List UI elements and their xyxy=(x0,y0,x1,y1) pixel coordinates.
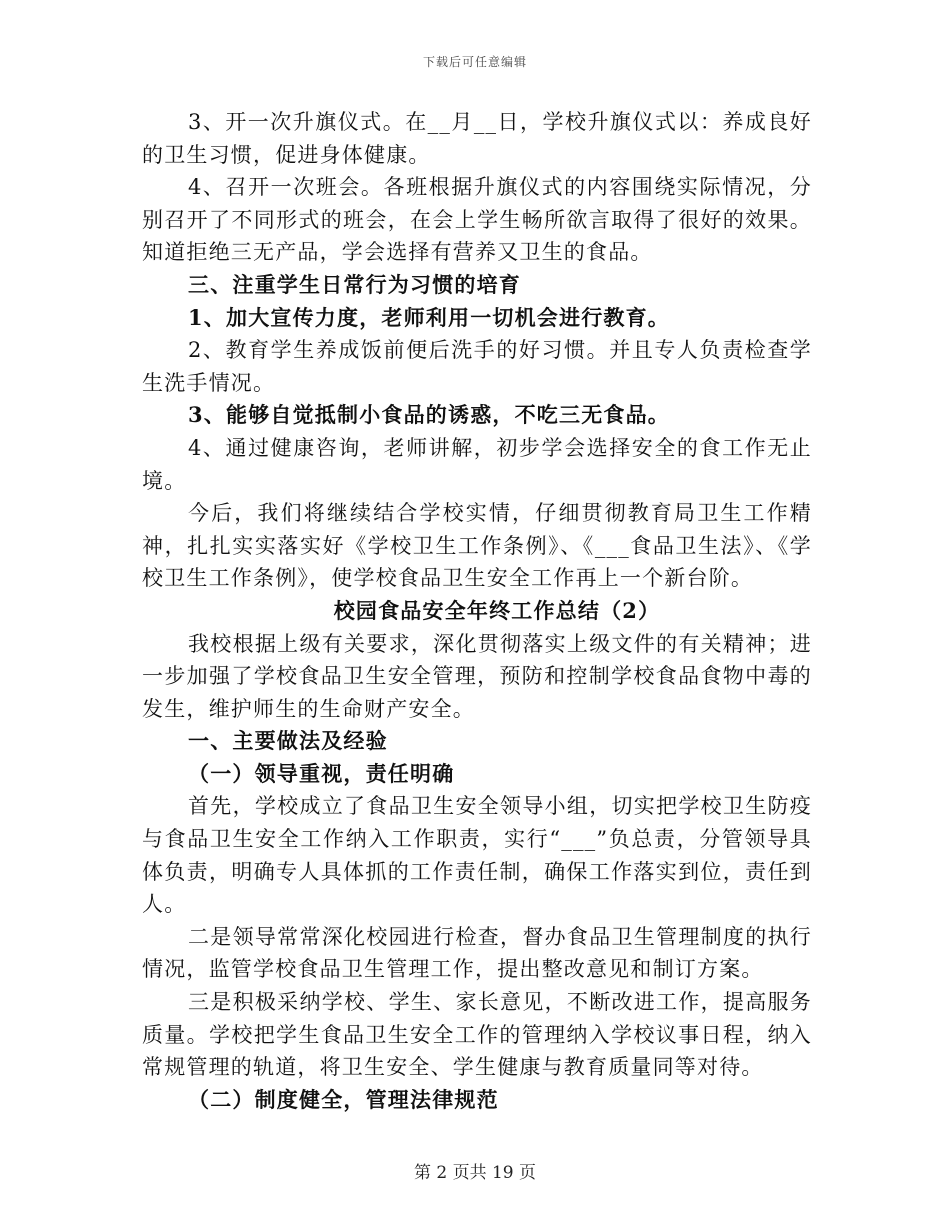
subsection-heading-leadership: （一）领导重视，责任明确 xyxy=(188,760,455,786)
paragraph-inspection: 二是领导常常深化校园进行检查，督办食品卫生管理制度的执行情况，监管学校食品卫生管理工作，提出整改意见和制订方案。 xyxy=(142,924,812,982)
item-handwashing: 2、教育学生养成饭前便后洗手的好习惯。并且专人负责检查学生洗手情况。 xyxy=(142,338,812,395)
item-snack-resistance: 3、能够自觉抵制小食品的诱惑，不吃三无食品。 xyxy=(188,402,671,428)
paragraph-feedback: 三是积极采纳学校、学生、家长意见，不断改进工作，提高服务质量。学校把学生食品卫生安全工作的管理纳入学校议事日程，纳入常规管理的轨道，将卫生安全、学生健康与教育质量同等对待。 xyxy=(142,990,812,1080)
page-header: 下载后可任意编辑 xyxy=(422,55,527,69)
item-health-consultation: 4、通过健康咨询，老师讲解，初步学会选择安全的食工作无止境。 xyxy=(142,435,812,493)
subsection-heading-system: （二）制度健全，管理法律规范 xyxy=(188,1086,499,1112)
page-footer: 第 2 页共 19 页 xyxy=(413,1163,537,1183)
section-heading-practices: 一、主要做法及经验 xyxy=(188,728,388,754)
document-title-2: 校园食品安全年终工作总结（2） xyxy=(333,597,661,623)
item-publicity: 1、加大宣传力度，老师利用一切机会进行教育。 xyxy=(188,304,671,330)
paragraph-flag-ceremony: 3、开一次升旗仪式。在__月__日，学校升旗仪式以：养成良好的卫生习惯，促进身体健康。 xyxy=(142,110,812,167)
paragraph-class-meeting: 4、召开一次班会。各班根据升旗仪式的内容围绕实际情况，分别召开了不同形式的班会，在会上学生畅所欲言取得了很好的效果。知道拒绝三无产品，学会选择有营养又卫生的食品。 xyxy=(142,175,812,265)
paragraph-intro: 我校根据上级有关要求，深化贯彻落实上级文件的有关精神；进一步加强了学校食品卫生安全管理，预防和控制学校食品食物中毒的发生，维护师生的生命财产安全。 xyxy=(142,631,812,721)
paragraph-leadership-group: 首先，学校成立了食品卫生安全领导小组，切实把学校卫生防疫与食品卫生安全工作纳入工作职责，实行“___”负总责，分管领导具体负责，明确专人具体抓的工作责任制，确保工作落实到位，责任到人。 xyxy=(142,794,812,917)
section-heading-habits: 三、注重学生日常行为习惯的培育 xyxy=(188,271,521,297)
paragraph-future-plan: 今后，我们将继续结合学校实情，仔细贯彻教育局卫生工作精神，扎扎实实落实好《学校卫生工作条例》、《___食品卫生法》、《学校卫生工作条例》，使学校食品卫生安全工作再上一个新台阶。 xyxy=(142,501,812,591)
document-body xyxy=(142,106,812,1116)
